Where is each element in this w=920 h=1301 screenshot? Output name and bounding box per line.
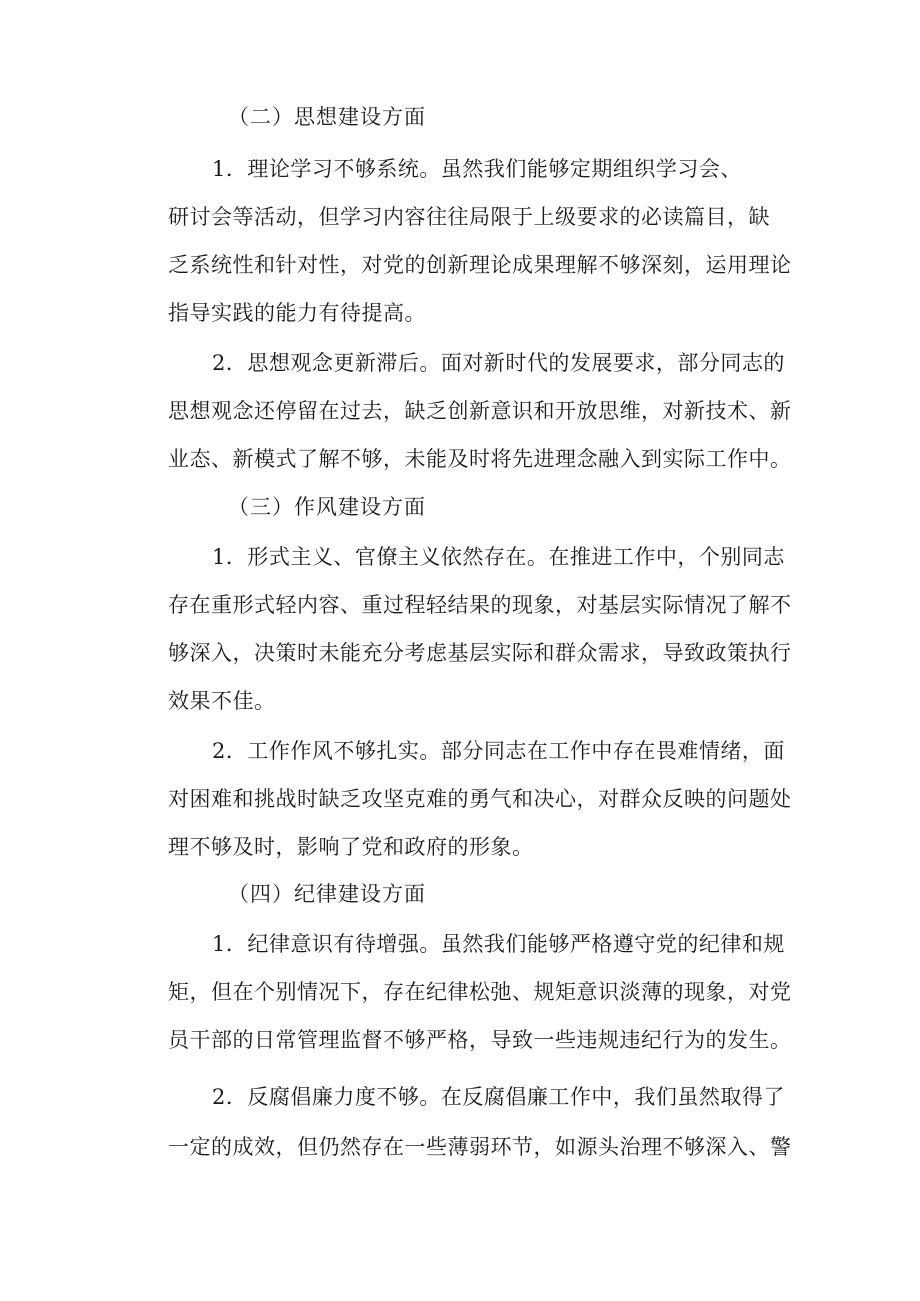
paragraph-line: 矩，但在个别情况下，存在纪律松弛、规矩意识淡薄的现象，对党	[168, 980, 792, 1004]
paragraph-line: 2．反腐倡廉力度不够。在反腐倡廉工作中，我们虽然取得了	[212, 1085, 785, 1109]
paragraph-line: 1．理论学习不够系统。虽然我们能够定期组织学习会、	[212, 157, 742, 181]
paragraph-line: 乏系统性和针对性，对党的创新理论成果理解不够深刻，运用理论	[168, 253, 792, 277]
paragraph-line: 业态、新模式了解不够，未能及时将先进理念融入到实际工作中。	[168, 447, 792, 471]
paragraph-line: 1．纪律意识有待增强。虽然我们能够严格遵守党的纪律和规	[212, 932, 785, 956]
paragraph-line: 研讨会等活动，但学习内容往往局限于上级要求的必读篇目，缺	[168, 205, 770, 229]
paragraph-line: 一定的成效，但仍然存在一些薄弱环节，如源头治理不够深入、警	[168, 1135, 792, 1159]
paragraph-line: 对困难和挑战时缺乏攻坚克难的勇气和决心，对群众反映的问题处	[168, 787, 792, 811]
paragraph-line: 2．思想观念更新滞后。面对新时代的发展要求，部分同志的	[212, 351, 785, 375]
paragraph-line: 1．形式主义、官僚主义依然存在。在推进工作中，个别同志	[212, 545, 785, 569]
paragraph-line: 指导实践的能力有待提高。	[168, 301, 426, 325]
paragraph-line: 员干部的日常管理监督不够严格，导致一些违规违纪行为的发生。	[168, 1028, 792, 1052]
paragraph-line: 效果不佳。	[168, 689, 276, 713]
section-heading-discipline: （四）纪律建设方面	[228, 882, 426, 906]
section-heading-ideology: （二）思想建设方面	[228, 105, 426, 129]
section-heading-work-style: （三）作风建设方面	[228, 495, 426, 519]
paragraph-line: 理不够及时，影响了党和政府的形象。	[168, 835, 534, 859]
paragraph-line: 思想观念还停留在过去，缺乏创新意识和开放思维，对新技术、新	[168, 399, 792, 423]
paragraph-line: 够深入，决策时未能充分考虑基层实际和群众需求，导致政策执行	[168, 641, 792, 665]
paragraph-line: 2．工作作风不够扎实。部分同志在工作中存在畏难情绪，面	[212, 739, 785, 763]
paragraph-line: 存在重形式轻内容、重过程轻结果的现象，对基层实际情况了解不	[168, 593, 792, 617]
